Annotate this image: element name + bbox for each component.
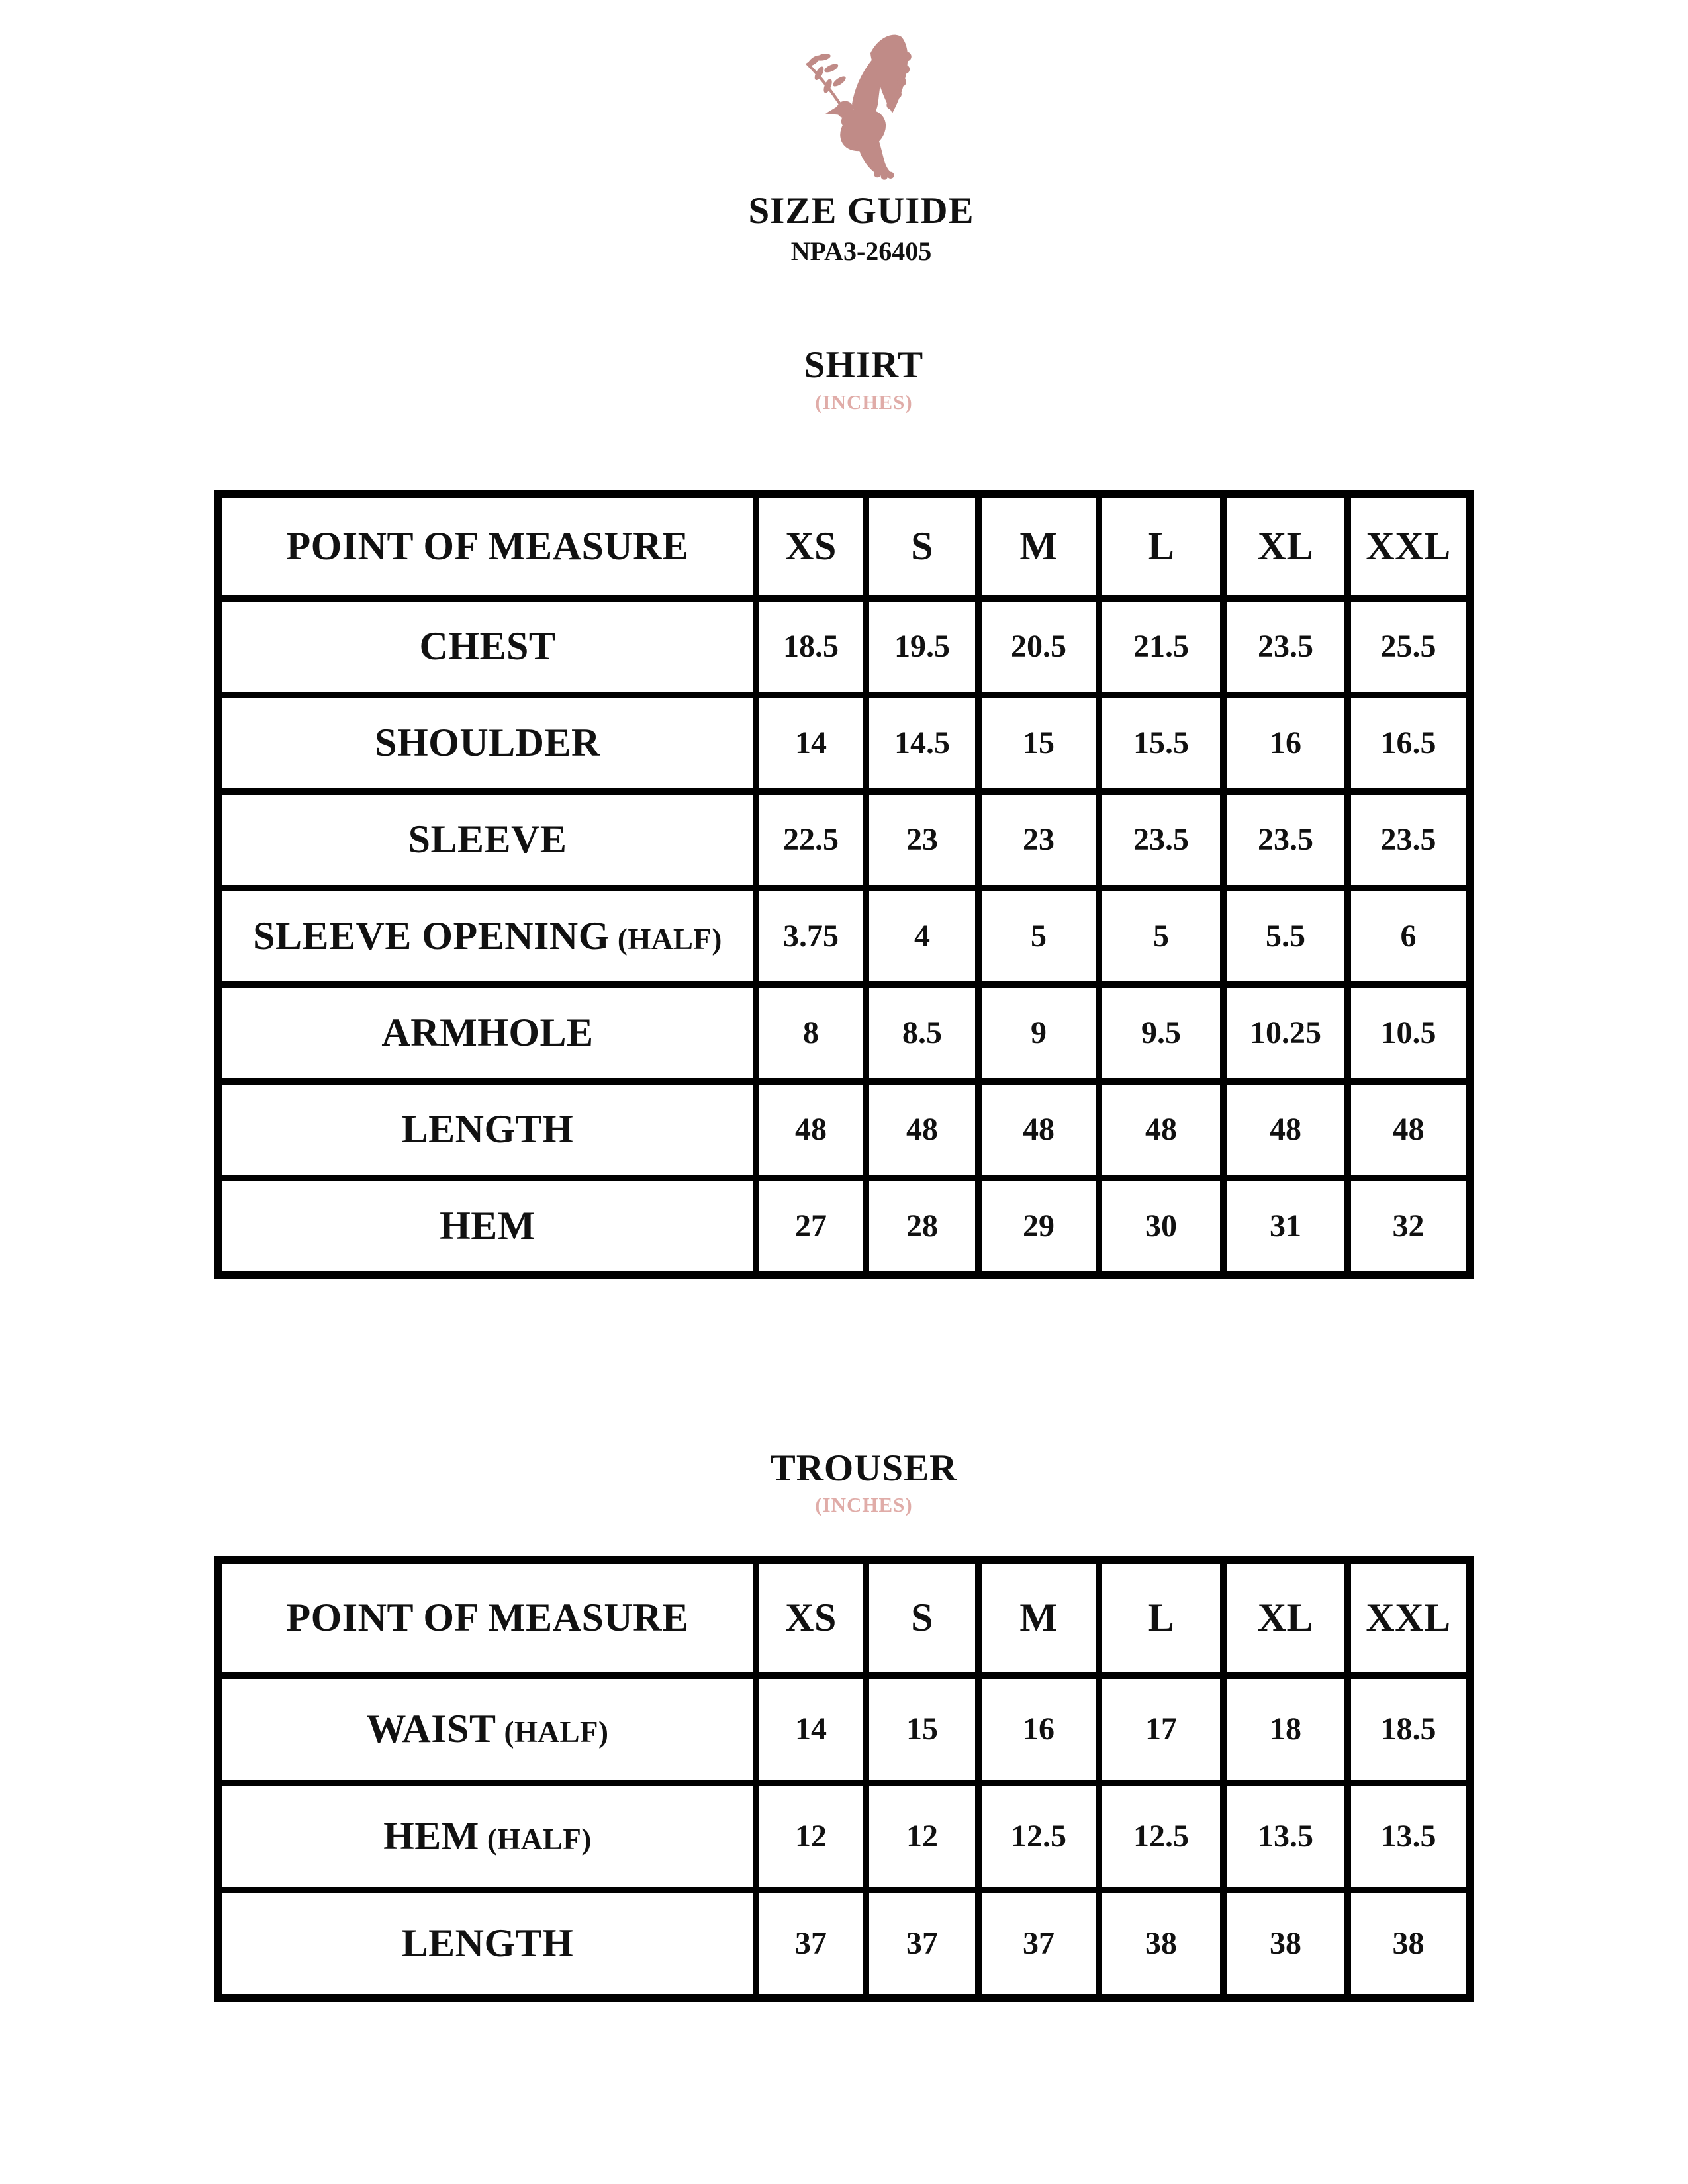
table-row-shoulder xyxy=(218,695,1470,792)
measurement-cell: 29 xyxy=(978,1178,1099,1275)
measure-name: HEM xyxy=(383,1814,479,1858)
measurement-cell: 14 xyxy=(756,1676,866,1783)
row-label-length xyxy=(218,1890,756,1998)
column-header-m: M xyxy=(978,494,1099,598)
row-label-hem xyxy=(218,1178,756,1275)
style-code: NPA3-26405 xyxy=(790,236,932,267)
measurement-cell: 37 xyxy=(978,1890,1099,1998)
trouser-heading: TROUSER xyxy=(770,1447,958,1489)
measurement-cell: 23.5 xyxy=(1099,792,1223,888)
table-row-sleeve xyxy=(218,792,1470,888)
measurement-cell: 23.5 xyxy=(1348,792,1470,888)
table-row-length xyxy=(218,1890,1470,1998)
measurement-cell: 48 xyxy=(866,1081,978,1178)
column-header-xl: XL xyxy=(1223,494,1348,598)
column-header-point-of-measure: POINT OF MEASURE xyxy=(218,1560,756,1676)
column-header-m: M xyxy=(978,1560,1099,1676)
table-row-armhole xyxy=(218,985,1470,1081)
measure-name: HEM xyxy=(440,1204,536,1248)
trouser-unit-label: (INCHES) xyxy=(815,1493,913,1517)
measurement-cell: 8 xyxy=(756,985,866,1081)
measurement-cell: 19.5 xyxy=(866,598,978,695)
measurement-cell: 15 xyxy=(866,1676,978,1783)
measurement-cell: 37 xyxy=(756,1890,866,1998)
measurement-cell: 23.5 xyxy=(1223,792,1348,888)
measurement-cell: 18.5 xyxy=(756,598,866,695)
measurement-cell: 16.5 xyxy=(1348,695,1470,792)
row-label-length xyxy=(218,1081,756,1178)
row-label-waist xyxy=(218,1676,756,1783)
measure-name: LENGTH xyxy=(401,1107,574,1152)
measurement-cell: 48 xyxy=(1099,1081,1223,1178)
row-label-sleeve-opening xyxy=(218,888,756,985)
measurement-cell: 12 xyxy=(756,1783,866,1890)
trouser-section xyxy=(0,1446,1688,2002)
dove-logo-icon xyxy=(804,28,919,183)
column-header-s: S xyxy=(866,494,978,598)
measurement-cell: 30 xyxy=(1099,1178,1223,1275)
measure-name: SLEEVE OPENING xyxy=(253,914,610,958)
table-row-hem xyxy=(218,1178,1470,1275)
dove-silhouette xyxy=(806,35,912,180)
measurement-cell: 23 xyxy=(866,792,978,888)
measurement-cell: 23 xyxy=(978,792,1099,888)
measurement-cell: 21.5 xyxy=(1099,598,1223,695)
measure-name: ARMHOLE xyxy=(381,1011,594,1055)
measurement-cell: 38 xyxy=(1223,1890,1348,1998)
measurement-cell: 5 xyxy=(978,888,1099,985)
column-header-l: L xyxy=(1099,1560,1223,1676)
measurement-cell: 5 xyxy=(1099,888,1223,985)
measure-suffix: (HALF) xyxy=(617,923,722,956)
row-label-hem-half xyxy=(218,1783,756,1890)
measurement-cell: 8.5 xyxy=(866,985,978,1081)
measurement-cell: 18.5 xyxy=(1348,1676,1470,1783)
measurement-cell: 13.5 xyxy=(1223,1783,1348,1890)
measurement-cell: 38 xyxy=(1348,1890,1470,1998)
measurement-cell: 13.5 xyxy=(1348,1783,1470,1890)
measure-name: SHOULDER xyxy=(375,721,600,765)
measurement-cell: 38 xyxy=(1099,1890,1223,1998)
measure-name: LENGTH xyxy=(401,1921,574,1966)
measurement-cell: 20.5 xyxy=(978,598,1099,695)
column-header-xxl: XXL xyxy=(1348,494,1470,598)
shirt-unit-label: (INCHES) xyxy=(815,390,913,414)
shirt-size-table xyxy=(214,490,1474,1279)
table-row-hem-half xyxy=(218,1783,1470,1890)
measurement-cell: 10.5 xyxy=(1348,985,1470,1081)
trouser-section-head xyxy=(20,1446,1688,1518)
page-title: SIZE GUIDE xyxy=(748,190,974,232)
shirt-section xyxy=(0,343,1688,1279)
column-header-xs: XS xyxy=(756,494,866,598)
measurement-cell: 5.5 xyxy=(1223,888,1348,985)
measurement-cell: 48 xyxy=(756,1081,866,1178)
trouser-size-table xyxy=(214,1556,1474,2002)
column-header-xl: XL xyxy=(1223,1560,1348,1676)
shirt-heading: SHIRT xyxy=(804,344,924,387)
measurement-cell: 48 xyxy=(1348,1081,1470,1178)
measurement-cell: 18 xyxy=(1223,1676,1348,1783)
measurement-cell: 14.5 xyxy=(866,695,978,792)
masthead xyxy=(17,0,1688,267)
column-header-l: L xyxy=(1099,494,1223,598)
measurement-cell: 48 xyxy=(978,1081,1099,1178)
measurement-cell: 9.5 xyxy=(1099,985,1223,1081)
measurement-cell: 15 xyxy=(978,695,1099,792)
measurement-cell: 6 xyxy=(1348,888,1470,985)
row-label-armhole xyxy=(218,985,756,1081)
table-row-chest xyxy=(218,598,1470,695)
measurement-cell: 32 xyxy=(1348,1178,1470,1275)
measurement-cell: 16 xyxy=(978,1676,1099,1783)
measurement-cell: 10.25 xyxy=(1223,985,1348,1081)
shirt-header-row xyxy=(218,494,1470,598)
row-label-chest xyxy=(218,598,756,695)
measure-name: SLEEVE xyxy=(408,817,567,862)
row-label-sleeve xyxy=(218,792,756,888)
measurement-cell: 14 xyxy=(756,695,866,792)
measurement-cell: 48 xyxy=(1223,1081,1348,1178)
measure-name: CHEST xyxy=(419,624,556,668)
measurement-cell: 16 xyxy=(1223,695,1348,792)
measurement-cell: 27 xyxy=(756,1178,866,1275)
column-header-s: S xyxy=(866,1560,978,1676)
measurement-cell: 15.5 xyxy=(1099,695,1223,792)
measurement-cell: 23.5 xyxy=(1223,598,1348,695)
shirt-section-head xyxy=(20,343,1688,414)
measurement-cell: 25.5 xyxy=(1348,598,1470,695)
column-header-xxl: XXL xyxy=(1348,1560,1470,1676)
column-header-xs: XS xyxy=(756,1560,866,1676)
measurement-cell: 4 xyxy=(866,888,978,985)
row-label-shoulder xyxy=(218,695,756,792)
measurement-cell: 17 xyxy=(1099,1676,1223,1783)
measurement-cell: 31 xyxy=(1223,1178,1348,1275)
measure-suffix: (HALF) xyxy=(487,1823,592,1856)
table-row-sleeve-opening xyxy=(218,888,1470,985)
table-row-waist xyxy=(218,1676,1470,1783)
table-row-length xyxy=(218,1081,1470,1178)
measurement-cell: 12.5 xyxy=(1099,1783,1223,1890)
measurement-cell: 3.75 xyxy=(756,888,866,985)
trouser-header-row xyxy=(218,1560,1470,1676)
measurement-cell: 12.5 xyxy=(978,1783,1099,1890)
measurement-cell: 9 xyxy=(978,985,1099,1081)
measurement-cell: 28 xyxy=(866,1178,978,1275)
measurement-cell: 37 xyxy=(866,1890,978,1998)
measure-suffix: (HALF) xyxy=(504,1715,609,1749)
measurement-cell: 22.5 xyxy=(756,792,866,888)
column-header-point-of-measure: POINT OF MEASURE xyxy=(218,494,756,598)
measure-name: WAIST xyxy=(366,1707,496,1751)
measurement-cell: 12 xyxy=(866,1783,978,1890)
